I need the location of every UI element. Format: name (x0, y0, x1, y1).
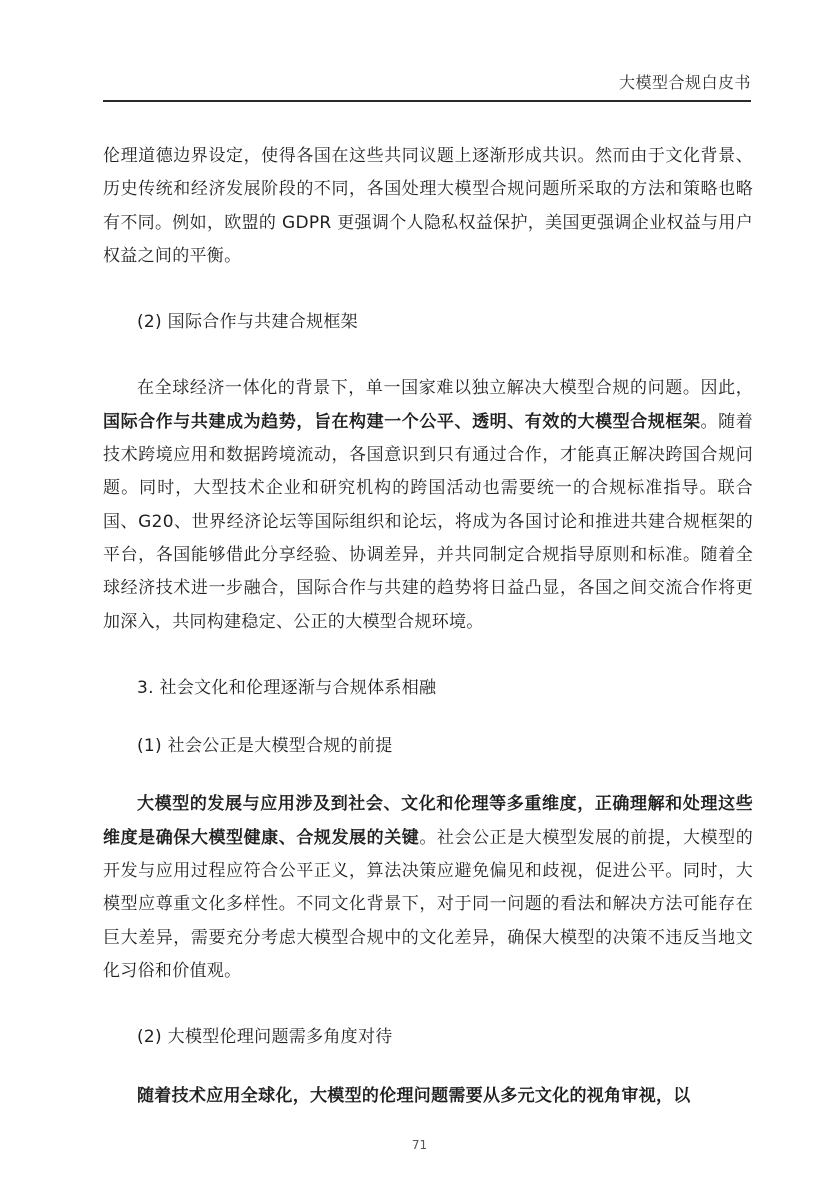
paragraph-text: 。随着技术跨境应用和数据跨境流动，各国意识到只有通过合作，才能真正解决跨国合规问题。同时，大型技术企业和研究机构的跨国活动也需要统一的合规标准指导。联合国、G20、世界经济论坛等国际组织和论坛，将成为各国讨论和推进共建合规框架的平台，各国能够借此分享经验、协调差异，并共同制定合规指导原则和标准。随着全球经济技术进一步融合，国际合作与共建的趋势将日益凸显，各国之间交流合作将更加深入，共同构建稳定、公正的大模型合规环境。 (103, 411, 753, 632)
paragraph-international-cooperation (103, 372, 753, 638)
paragraph-continued: 伦理道德边界设定，使得各国在这些共同议题上逐渐形成共识。然而由于文化背景、历史传统和经济发展阶段的不同，各国处理大模型合规问题所采取的方法和策略也略有不同。例如，欧盟的 GDPR 更强调个人隐私权益保护，美国更强调企业权益与用户权益之间的平衡。 (103, 146, 753, 266)
subsection-heading-ethics: (2) 大模型伦理问题需多角度对待 (137, 1027, 393, 1048)
section-heading-international-cooperation: (2) 国际合作与共建合规框架 (137, 312, 358, 333)
page-number: 71 (411, 1138, 428, 1152)
paragraph-text: 在全球经济一体化的背景下，单一国家难以独立解决大模型合规的问题。因此， (137, 378, 753, 399)
subsection-heading-social-justice: (1) 社会公正是大模型合规的前提 (137, 736, 393, 757)
paragraph-text: 。社会公正是大模型发展的前提，大模型的开发与应用过程应符合公平正义，算法决策应避免偏见和歧视，促进公平。同时，大模型应尊重文化多样性。不同文化背景下，对于同一问题的看法和解决方法可能存在巨大差异，需要充分考虑大模型合规中的文化差异，确保大模型的决策不违反当地文化习俗和价值观。 (103, 827, 754, 981)
header-title: 大模型合规白皮书 (618, 73, 751, 92)
paragraph-social-justice (103, 788, 753, 988)
paragraph-ethics (103, 1080, 753, 1113)
body-content (103, 140, 753, 1113)
section-heading-social-culture: 3. 社会文化和伦理逐渐与合规体系相融 (137, 677, 437, 698)
bold-emphasis: 国际合作与共建成为趋势，旨在构建一个公平、透明、有效的大模型合规框架 (103, 411, 701, 432)
running-header (103, 64, 751, 102)
bold-emphasis: 大模型的发展与应用涉及到社会、文化和伦理等多重维度，正确理解和处理这些维度是确保大模型健康、合规发展的关键 (103, 794, 753, 848)
bold-emphasis: 随着技术应用全球化，大模型的伦理问题需要从多元文化的视角审视，以 (137, 1085, 691, 1106)
